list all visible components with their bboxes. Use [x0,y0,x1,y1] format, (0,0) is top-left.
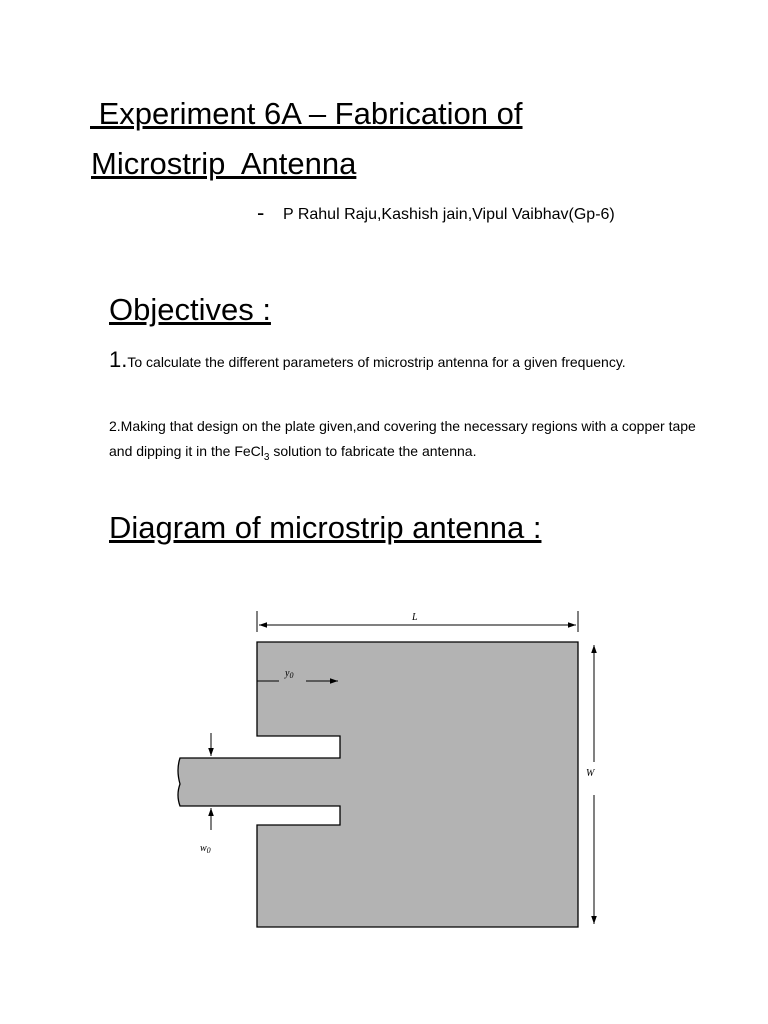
title-line-2: Microstrip Antenna [91,146,357,181]
objective-2-subscript: 3 [263,451,270,463]
length-label: L [412,612,418,623]
objective-2-text-end: solution to fabricate the antenna. [269,443,477,459]
author-names: P Rahul Raju,Kashish jain,Vipul Vaibhav(Gp-6) [283,206,615,223]
objective-1-number: 1. [109,347,128,372]
feed-width-label [200,843,211,855]
width-label: W [586,768,595,779]
author-dash: - [257,200,265,225]
objectives-heading: Objectives : [109,292,271,327]
title-line-1: Experiment 6A – Fabrication of [90,96,523,131]
antenna-patch [178,642,578,927]
objective-2-text-start: 2.Making that design on the plate given,and covering the necessary regions with a copper tape and dipping it in the FeCl [109,418,696,459]
diagram-heading: Diagram of microstrip antenna : [109,510,542,545]
inset-label-sub: 0 [289,671,294,680]
feed-width-label-sub: 0 [206,846,211,855]
objective-1-text: To calculate the different parameters of microstrip antenna for a given frequency. [127,354,626,370]
feed-width-label-main: w [200,843,207,854]
inset-label-main: y [285,668,290,679]
